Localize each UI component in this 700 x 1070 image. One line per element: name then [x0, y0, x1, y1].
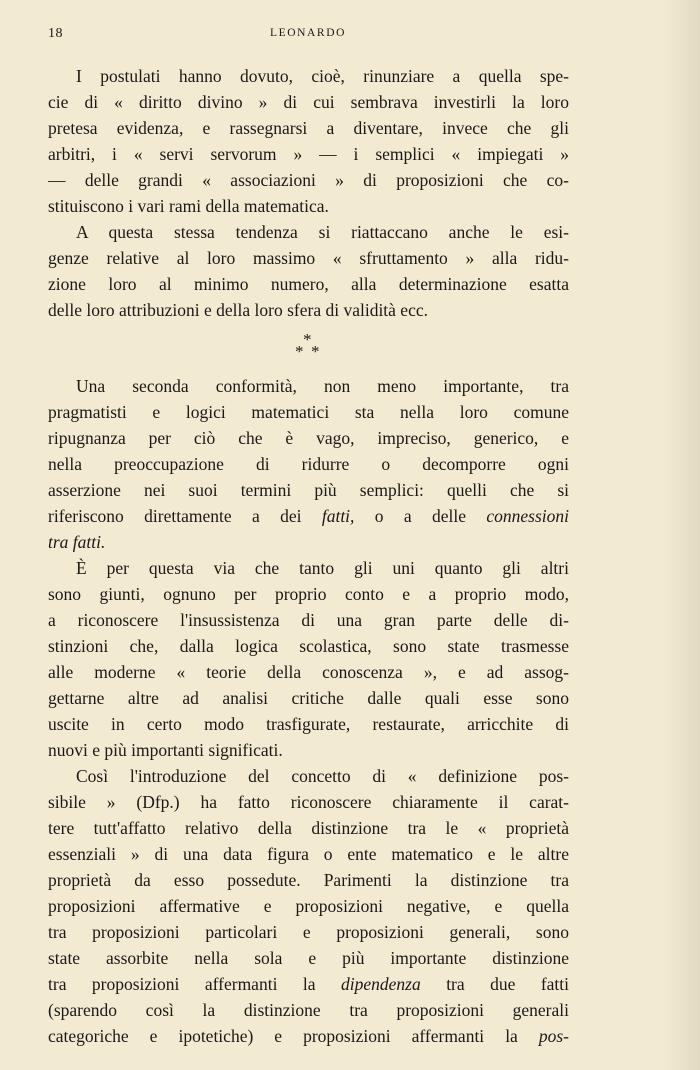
text-segment: tra proposizioni affermanti la [48, 974, 316, 994]
text-segment: riferiscono direttamente a dei [48, 506, 302, 526]
text-line: delle loro attribuzioni e della loro sfera di validità ecc. [48, 300, 428, 320]
asterisk-mark: * [295, 342, 304, 361]
text-line: ripugnanza per ciò che è vago, impreciso, generico, e [48, 428, 569, 448]
italic-term-fatti: fatti, [321, 506, 355, 526]
text-line: genze relative al loro massimo « sfruttamento » alla ridu- [48, 248, 569, 268]
text-line: arbitri, i « servi servorum » — i semplici « impiegati » [48, 144, 569, 164]
text-line: essenziali » di una data figura o ente matematico e le altre [48, 844, 569, 864]
text-line: tere tutt'affatto relativo della distinzione tra le « proprietà [48, 818, 569, 838]
text-line: pretesa evidenza, e rassegnarsi a diventare, invece che gli [48, 118, 569, 138]
paragraph-4 [48, 555, 569, 763]
text-line: — delle grandi « associazioni » di proposizioni che co- [48, 170, 569, 190]
paragraph-5 [48, 763, 569, 1049]
section-break-asterism [48, 323, 569, 373]
text-line: state assorbite nella sola e più importante distinzione [48, 948, 569, 968]
text-line: gettarne altre ad analisi critiche dalle quali esse sono [48, 688, 569, 708]
text-line: proposizioni affermative e proposizioni negative, e quella [48, 896, 569, 916]
italic-term-connessioni: connessioni [486, 506, 569, 526]
text-line: asserzione nei suoi termini più semplici: quelli che si [48, 480, 569, 500]
text-line: (sparendo così la distinzione tra proposizioni generali [48, 1000, 569, 1020]
text-line: proprietà da esso possedute. Parimenti la distinzione tra [48, 870, 569, 890]
text-segment: categoriche e ipotetiche) e proposizioni affermanti la [48, 1026, 518, 1046]
page-number: 18 [48, 26, 63, 41]
text-line: a riconoscere l'insussistenza di una gran parte delle di- [48, 610, 569, 630]
text-line: pragmatisti e logici matematici sta nella loro comune [48, 402, 569, 422]
text-segment: tra due fatti [446, 974, 569, 994]
text-line-italic [48, 529, 569, 555]
text-line: nella preoccupazione di ridurre o decomporre ogni [48, 454, 569, 474]
text-line: Così l'introduzione del concetto di « definizione pos- [76, 766, 569, 786]
page-body [48, 63, 569, 1049]
asterisk-mark: * [311, 342, 320, 361]
paragraph-2 [48, 219, 569, 323]
text-line: È per questa via che tanto gli uni quanto gli altri [76, 558, 569, 578]
asterisk-mark: * [303, 330, 312, 349]
text-line: I postulati hanno dovuto, cioè, rinunziare a quella spe- [76, 66, 569, 86]
text-line: nuovi e più importanti significati. [48, 740, 283, 760]
text-line: sibile » (Dfp.) ha fatto riconoscere chiaramente il carat- [48, 792, 569, 812]
page-gutter-shadow [662, 0, 700, 1070]
text-line: zione loro al minimo numero, alla determinazione esatta [48, 274, 569, 294]
paragraph-3 [48, 373, 569, 555]
text-line-mixed [48, 971, 569, 997]
text-line: Una seconda conformità, non meno importante, tra [76, 376, 569, 396]
text-line: stituiscono i vari rami della matematica. [48, 196, 329, 216]
running-title: LEONARDO [269, 27, 347, 39]
text-line: cie di « diritto divino » di cui sembrava investirli la loro [48, 92, 569, 112]
italic-term-dipendenza: dipendenza [341, 974, 421, 994]
text-segment: o a delle [374, 506, 467, 526]
italic-term-pos: pos- [538, 1026, 569, 1046]
page-header [48, 26, 568, 46]
text-line-mixed [48, 503, 569, 529]
text-line: sono giunti, ognuno per proprio conto e a proprio modo, [48, 584, 569, 604]
text-line: A questa stessa tendenza si riattaccano anche le esi- [76, 222, 569, 242]
text-line: alle moderne « teorie della conoscenza », e ad assog- [48, 662, 569, 682]
paragraph-1 [48, 63, 569, 219]
text-line: tra proposizioni particolari e proposizioni generali, sono [48, 922, 569, 942]
italic-term-tra-fatti: tra fatti. [48, 532, 106, 552]
text-line: stinzioni che, dalla logica scolastica, sono state trasmesse [48, 636, 569, 656]
text-line-mixed [48, 1023, 569, 1049]
text-line: uscite in certo modo trasfigurate, restaurate, arricchite di [48, 714, 569, 734]
